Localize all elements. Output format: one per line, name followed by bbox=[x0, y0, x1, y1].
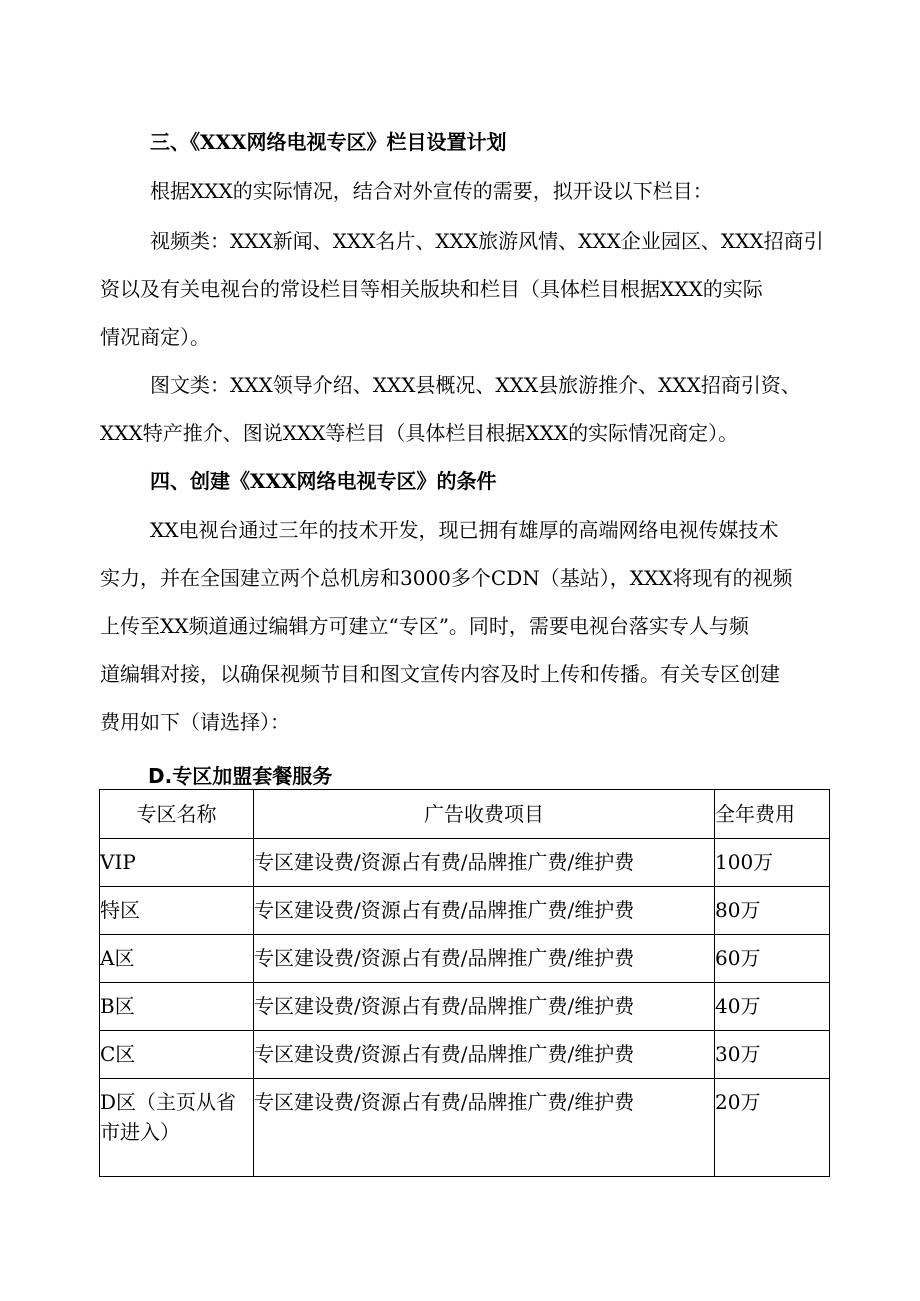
video-category-line-2: 资以及有关电视台的常设栏目等相关版块和栏目（具体栏目根据XXX的实际 bbox=[100, 277, 763, 301]
table-row bbox=[100, 887, 830, 935]
section-4-body-line-3: 上传至XX频道通过编辑方可建立“专区”。同时，需要电视台落实专人与频 bbox=[100, 614, 749, 638]
fee-items-cell: 专区建设费/资源占有费/品牌推广费/维护费 bbox=[254, 1079, 715, 1177]
fee-items-cell: 专区建设费/资源占有费/品牌推广费/维护费 bbox=[254, 887, 715, 935]
fee-items-cell: 专区建设费/资源占有费/品牌推广费/维护费 bbox=[254, 1031, 715, 1079]
package-fee-table bbox=[99, 789, 830, 1177]
table-row bbox=[100, 839, 830, 887]
zone-name-cell: 特区 bbox=[100, 887, 254, 935]
zone-name-cell: A区 bbox=[100, 935, 254, 983]
table-row bbox=[100, 983, 830, 1031]
zone-name-cell: D区（主页从省市进入） bbox=[100, 1079, 254, 1177]
header-zone-name: 专区名称 bbox=[100, 790, 254, 839]
zone-name-cell: C区 bbox=[100, 1031, 254, 1079]
section-3-heading: 三、《XXX网络电视专区》栏目设置计划 bbox=[150, 130, 507, 154]
annual-fee-cell: 40万 bbox=[715, 983, 830, 1031]
zone-name-cell: B区 bbox=[100, 983, 254, 1031]
header-fee-items: 广告收费项目 bbox=[254, 790, 715, 839]
table-row bbox=[100, 1031, 830, 1079]
fee-items-cell: 专区建设费/资源占有费/品牌推广费/维护费 bbox=[254, 983, 715, 1031]
annual-fee-cell: 100万 bbox=[715, 839, 830, 887]
annual-fee-cell: 30万 bbox=[715, 1031, 830, 1079]
header-annual-fee: 全年费用 bbox=[715, 790, 830, 839]
table-row bbox=[100, 935, 830, 983]
fee-items-cell: 专区建设费/资源占有费/品牌推广费/维护费 bbox=[254, 839, 715, 887]
section-4-body-line-5: 费用如下（请选择）： bbox=[100, 710, 290, 734]
section-4-body-line-4: 道编辑对接，以确保视频节目和图文宣传内容及时上传和传播。有关专区创建 bbox=[100, 662, 780, 686]
zone-name-cell: VIP bbox=[100, 839, 254, 887]
video-category-line-1: 视频类：XXX新闻、XXX名片、XXX旅游风情、XXX企业园区、XXX招商引 bbox=[150, 229, 824, 253]
annual-fee-cell: 60万 bbox=[715, 935, 830, 983]
table-header-row bbox=[100, 790, 830, 839]
section-4-body-line-1: XX电视台通过三年的技术开发，现已拥有雄厚的高端网络电视传媒技术 bbox=[150, 518, 779, 542]
graphic-category-line-2: XXX特产推介、图说XXX等栏目（具体栏目根据XXX的实际情况商定）。 bbox=[100, 421, 739, 445]
annual-fee-cell: 80万 bbox=[715, 887, 830, 935]
table-caption: D.专区加盟套餐服务 bbox=[148, 764, 333, 788]
table-row bbox=[100, 1079, 830, 1177]
section-3-intro: 根据XXX的实际情况，结合对外宣传的需要，拟开设以下栏目： bbox=[150, 179, 713, 203]
annual-fee-cell: 20万 bbox=[715, 1079, 830, 1177]
section-4-heading: 四、创建《XXX网络电视专区》的条件 bbox=[150, 469, 497, 493]
section-4-body-line-2: 实力，并在全国建立两个总机房和3000多个CDN（基站），XXX将现有的视频 bbox=[100, 566, 793, 590]
video-category-line-3: 情况商定）。 bbox=[100, 325, 210, 349]
fee-items-cell: 专区建设费/资源占有费/品牌推广费/维护费 bbox=[254, 935, 715, 983]
graphic-category-line-1: 图文类：XXX领导介绍、XXX县概况、XXX县旅游推介、XXX招商引资、 bbox=[150, 373, 801, 397]
